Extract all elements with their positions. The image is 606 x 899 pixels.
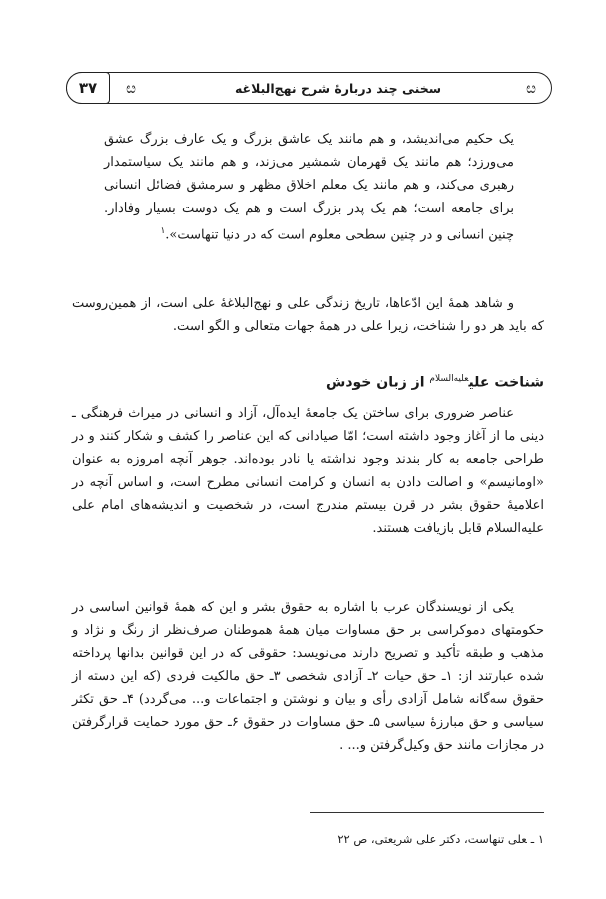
section-heading: [72, 374, 544, 391]
footnote: [72, 832, 544, 846]
paragraph-3-text: یکی از نویسندگان عرب با اشاره به حقوق بشر و این که همهٔ قوانین اساسی در حکومتهای دموکراسی بر حق مساوات میان همهٔ هموطنان صرف‌نظر از رنگ و نژاد و مذهب و طبقه تأکید و تصریح دارند می‌نویسد: حقوقی که در این قوانین بدانها پرداخته شده عبارتند از: ۱ـ حق حیات ۲ـ آزادی شخصی ۳ـ حق مالکیت فردی (که این دسته از حقوق سه‌گانه شامل آزادی رأی و بیان و نوشتن و اجتماعات و... می‌گردد) ۴ـ حق تکثر سیاسی و حق مبارزهٔ سیاسی ۵ـ حق مساوات در حقوق ۶ـ حق مورد حمایت قرارگرفتن در مجازات مانند حق وکیل‌گرفتن و... .: [72, 600, 544, 753]
quote-block: [104, 128, 514, 246]
ornament-right-icon: ೞ: [526, 79, 536, 97]
ornament-left-icon: ೞ: [126, 79, 136, 97]
paragraph-1-text: و شاهد همهٔ این ادّعاها، تاریخ زندگی علی و نهج‌البلاغهٔ علی است، از همین‌روست که باید هر دو را شناخت، زیرا علی در همهٔ جهات متعالی و الگو است.: [72, 296, 544, 334]
page-number: ۳۷: [66, 72, 110, 104]
paragraph-2-text: عناصر ضروری برای ساختن یک جامعهٔ ایده‌آل، آزاد و انسانی در میراث فرهنگی ـ دینی ما از آغاز وجود داشته است؛ امّا صیادانی که این عناصر را کشف و شکار کنند و در طراحی جامعه به کار بندند وجود نداشته یا نادر بوده‌اند. جوهر آنچه امروزه به عنوان «اومانیسم» و اصالت دادن به انسان و کرامت انسانی مطرح است، و اساس آنچه در اعلامیهٔ حقوق بشر در قرن بیستم مندرج است، در شخصیت و اندیشه‌های امام علی علیه‌السلام قابل بازیافت هستند.: [72, 406, 544, 536]
footnote-text: علی تنهاست، دکتر علی شریعتی، ص ۲۲: [337, 832, 527, 846]
header-title: سخنی چند دربارهٔ شرح نهج‌البلاغه: [234, 80, 442, 96]
paragraph-1: [72, 292, 544, 338]
heading-text-after: از زبان خودش: [326, 374, 430, 391]
honorific-glyph: علیه‌السلام: [429, 374, 469, 384]
quote-text: یک حکیم می‌اندیشد، و هم مانند یک عاشق بزرگ و یک عارف بزرگ عشق می‌ورزد؛ هم مانند یک قهرمان شمشیر می‌زند، و هم مانند یک سیاستمدار رهبری می‌کند، و هم مانند یک معلم اخلاق مظهر و سرمشق فضائل انسانی برای جامعه است؛ هم یک پدر بزرگ است و هم یک دوست بسیار وفادار. چنین انسانی و در چنین سطحی معلوم است که در دنیا تنهاست».: [104, 132, 514, 243]
running-header: [66, 72, 552, 104]
heading-text-before: شناخت علی: [468, 374, 544, 391]
paragraph-2: [72, 402, 544, 540]
footnote-separator: [310, 812, 544, 813]
paragraph-3: [72, 596, 544, 757]
footnote-number: ۱ ـ: [530, 832, 544, 846]
footnote-reference[interactable]: ۱: [160, 226, 166, 236]
